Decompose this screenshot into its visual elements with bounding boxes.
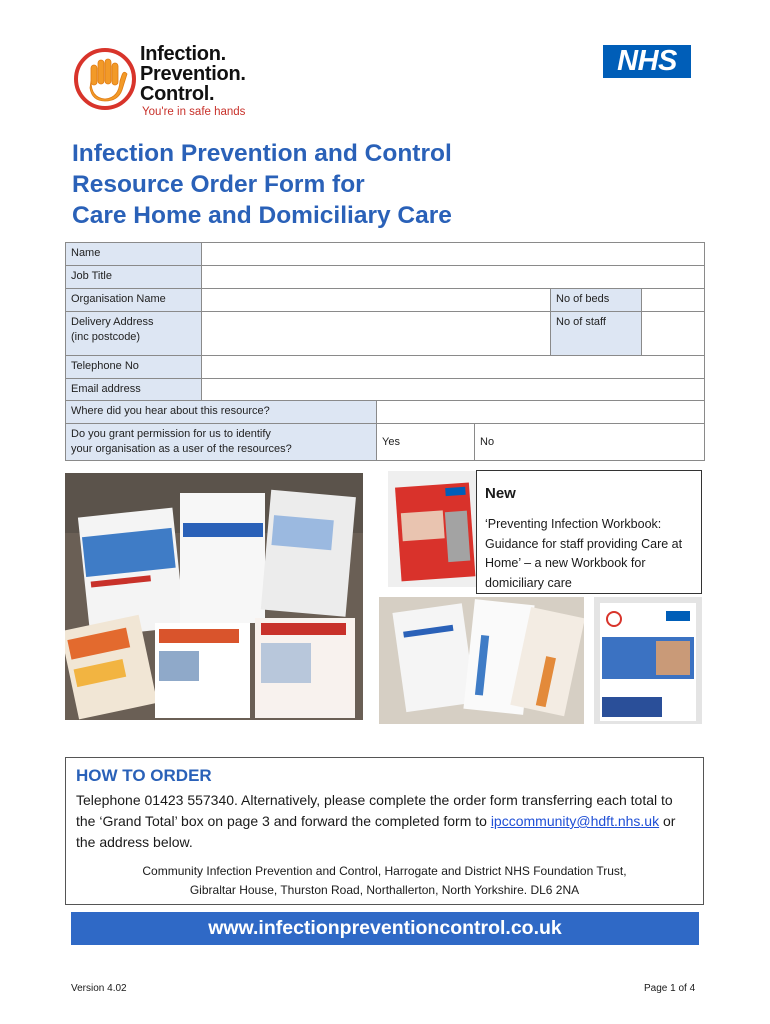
email-label: Email address [66, 379, 202, 401]
resources-photo [65, 473, 363, 720]
hand-icon [74, 48, 136, 110]
workbook-photo [388, 471, 480, 587]
book-cover-art [594, 597, 702, 724]
page-number: Page 1 of 4 [644, 983, 696, 994]
logo-line-3: Control. [140, 83, 215, 105]
how-to-order-text [76, 790, 696, 853]
logo-line-1: Infection. [140, 43, 226, 65]
no-of-staff-label: No of staff [551, 312, 642, 356]
address-line-1: Community Infection Prevention and Control, Harrogate and District NHS Foundation Trust, [142, 864, 627, 878]
new-heading: New [485, 485, 516, 502]
how-to-order-text-before: Telephone 01423 557340. Alternatively, please complete the order form transferring each total to the ‘Grand Total’ box on page 3 and forward the completed form to [76, 792, 673, 829]
job-title-field[interactable] [202, 266, 705, 289]
title-line-1: Infection Prevention and Control [72, 140, 452, 167]
nhs-label: NHS [617, 45, 677, 77]
logo-line-2: Prevention. [140, 63, 246, 85]
order-form-table [65, 242, 705, 461]
website-url[interactable]: www.infectionpreventioncontrol.co.uk [208, 917, 562, 939]
how-to-order-text-after: or the address below. [76, 813, 676, 850]
email-field[interactable] [202, 379, 705, 401]
workbook-cover-art [388, 471, 480, 587]
postal-address [66, 862, 703, 900]
logo-text [140, 44, 246, 104]
permission-yes[interactable] [377, 424, 475, 461]
hear-about-field[interactable] [377, 401, 705, 424]
delivery-address-line-2: (inc postcode) [71, 331, 141, 343]
version-label: Version 4.02 [71, 983, 127, 994]
permission-no[interactable] [475, 424, 705, 461]
permission-label [66, 424, 377, 461]
new-resource-box [476, 470, 702, 594]
website-banner[interactable] [71, 912, 699, 945]
materials-photo-art [379, 597, 584, 724]
telephone-field[interactable] [202, 356, 705, 379]
logo-tagline: You're in safe hands [142, 106, 246, 118]
name-field[interactable] [202, 243, 705, 266]
delivery-address-label [66, 312, 202, 356]
title-line-3: Care Home and Domiciliary Care [72, 202, 452, 229]
ipc-logo [74, 44, 284, 120]
yes-label: Yes [382, 435, 400, 448]
email-link[interactable]: ipccommunity@hdft.nhs.uk [490, 813, 660, 829]
no-label: No [480, 435, 495, 448]
page-title [72, 138, 672, 231]
materials-photo [379, 597, 584, 724]
how-to-order-box [65, 757, 704, 905]
no-of-beds-label: No of beds [551, 289, 642, 312]
title-line-2: Resource Order Form for [72, 171, 365, 198]
no-of-beds-field[interactable] [642, 289, 705, 312]
no-of-staff-field[interactable] [642, 312, 705, 356]
how-to-order-heading: HOW TO ORDER [76, 766, 212, 785]
permission-line-2: your organisation as a user of the resources? [71, 443, 292, 455]
address-line-2: Gibraltar House, Thurston Road, Northallerton, North Yorkshire. DL6 2NA [189, 883, 580, 897]
organisation-name-label: Organisation Name [66, 289, 202, 312]
delivery-address-line-1: Delivery Address [71, 316, 154, 328]
nhs-logo [603, 45, 691, 78]
resources-photo-art [65, 473, 363, 720]
job-title-label: Job Title [66, 266, 202, 289]
delivery-address-field[interactable] [202, 312, 551, 356]
telephone-label: Telephone No [66, 356, 202, 379]
name-label: Name [66, 243, 202, 266]
organisation-name-field[interactable] [202, 289, 551, 312]
permission-line-1: Do you grant permission for us to identify [71, 428, 271, 440]
book-photo [594, 597, 702, 724]
new-description: ‘Preventing Infection Workbook: Guidance for staff providing Care at Home’ – a new Workbook for domiciliary care [485, 517, 683, 590]
hear-about-label: Where did you hear about this resource? [66, 401, 377, 424]
